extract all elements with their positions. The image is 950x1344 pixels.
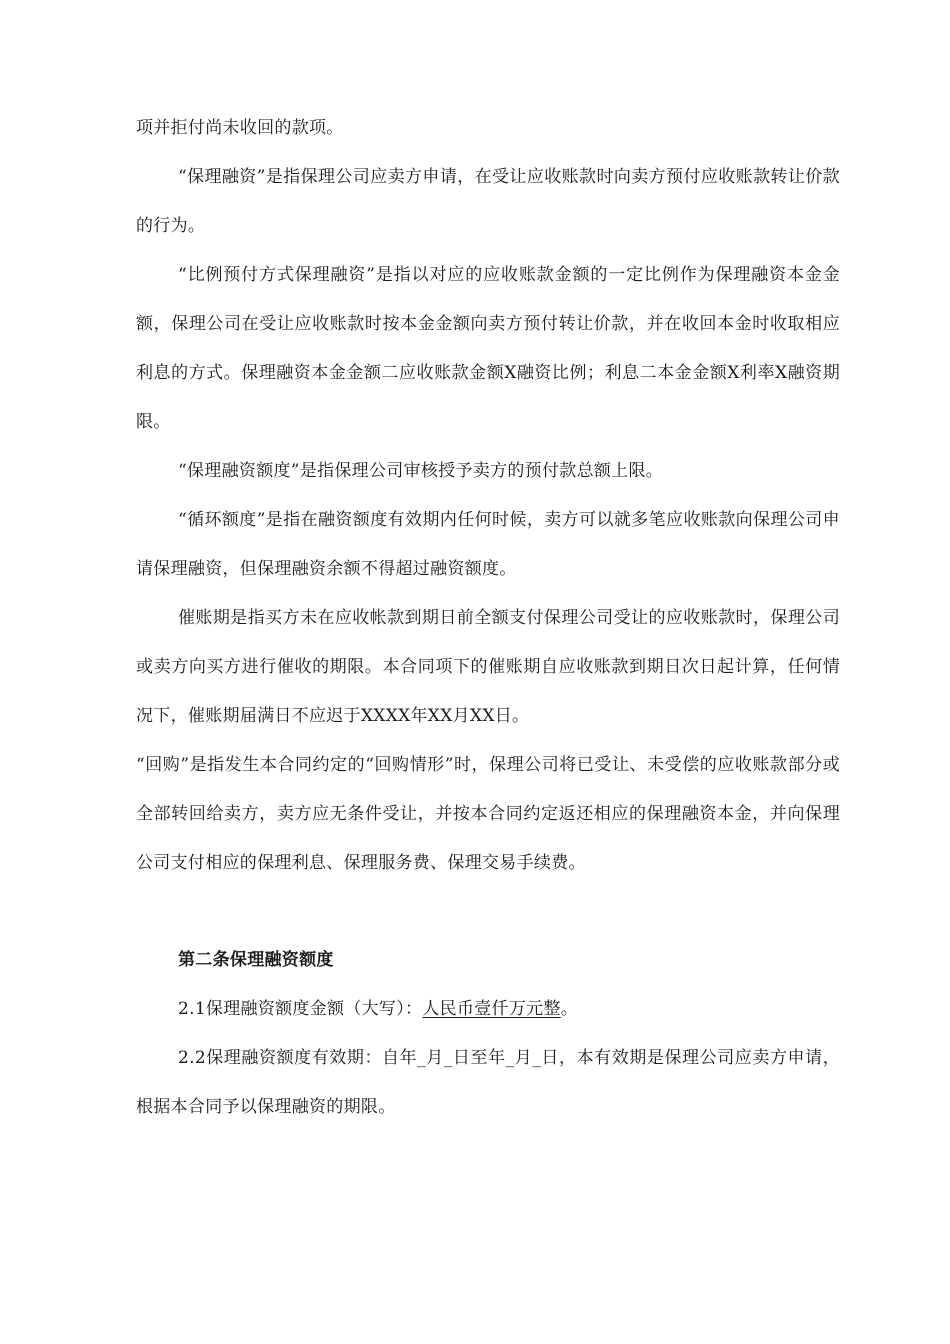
- paragraph-continuation: 项并拒付尚未收回的款项。: [136, 118, 344, 138]
- paragraph-repurchase: “回购”是指发生本合同约定的“回购情形”时，保理公司将已受让、未受偿的应收账款部分或全部转回给卖方，卖方应无条件受让，并按本合同约定返还相应的保理融资本金，并向保理公司支付相应的保理利息、保理服务费、保理交易手续费。: [136, 755, 840, 873]
- paragraph-revolving-limit: “循环额度”是指在融资额度有效期内任何时候，卖方可以就多笔应收账款向保理公司申请保理融资，但保理融资余额不得超过融资额度。: [136, 510, 840, 579]
- clause-2-1-label: 2.1保理融资额度金额（大写）：: [178, 999, 423, 1019]
- clause-2-2: 2.2保理融资额度有效期：自年_月_日至年_月_日，本有效期是保理公司应卖方申请，根据本合同予以保理融资的期限。: [136, 1048, 840, 1117]
- paragraph-proportional-prepayment: “比例预付方式保理融资”是指以对应的应收账款金额的一定比例作为保理融资本金金额，保理公司在受让应收账款时按本金金额向卖方预付转让价款，并在收回本金时收取相应利息的方式。保理融资本金金额二应收账款金额X融资比例；利息二本金金额X利率X融资期限。: [136, 265, 840, 432]
- clause-2-1: [136, 985, 840, 1034]
- paragraph-collection-period: 催账期是指买方未在应收帐款到期日前全额支付保理公司受让的应收账款时，保理公司或卖方向买方进行催收的期限。本合同项下的催账期自应收账款到期日次日起计算，任何情况下，催账期届满日不应迟于XXXX年XX月XX日。: [136, 608, 840, 726]
- clause-2-1-amount: 人民币壹仟万元整: [422, 999, 561, 1019]
- paragraph-factoring-financing: “保理融资”是指保理公司应卖方申请，在受让应收账款时向卖方预付应收账款转让价款的行为。: [136, 167, 840, 236]
- paragraph-financing-limit: “保理融资额度”是指保理公司审核授予卖方的预付款总额上限。: [178, 461, 664, 481]
- section-heading: 第二条保理融资额度: [178, 950, 334, 970]
- clause-2-1-end: 。: [560, 999, 579, 1019]
- document-body: [136, 104, 840, 1132]
